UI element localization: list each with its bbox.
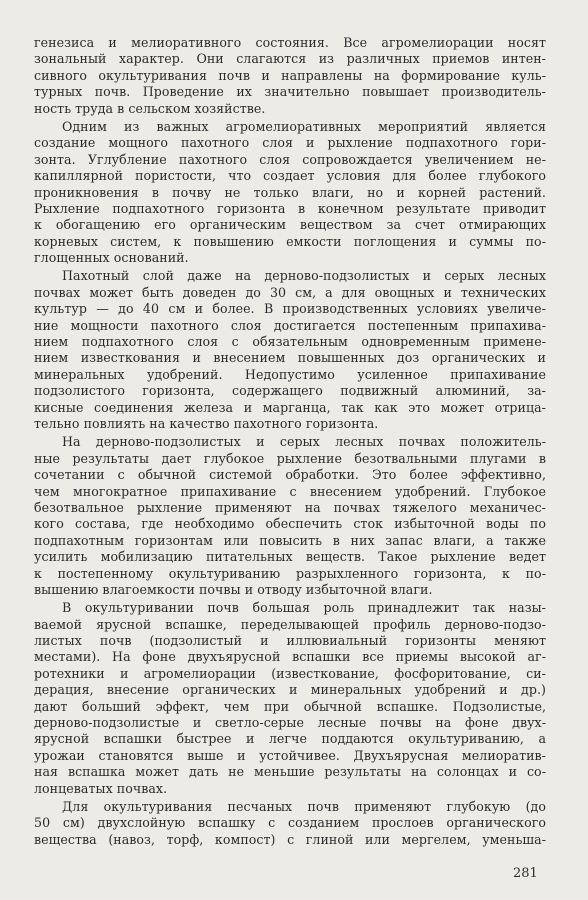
- text-line: листых почв (подзолистый и иллювиальный горизонты меняют: [34, 633, 546, 649]
- text-line: Для окультуривания песчаных почв применяют глубокую (до: [62, 798, 546, 814]
- text-line: нием известкования и внесением повышенных доз органических и: [34, 350, 546, 366]
- text-line: подпахотным горизонтам или повысить в них запас влаги, а также: [34, 532, 546, 548]
- text-line: корневых систем, к повышению емкости поглощения и суммы по-: [34, 233, 546, 249]
- text-line: зональный характер. Они слагаются из различных приемов интен-: [34, 51, 546, 67]
- text-line: минеральных удобрений. Недопустимо усиленное припахивание: [34, 366, 546, 382]
- text-line: усилить мобилизацию питательных веществ. Такое рыхление ведет: [34, 549, 546, 565]
- text-line: сивного окультуривания почв и направлены на формирование куль-: [34, 67, 546, 83]
- paragraph-5: [34, 600, 546, 797]
- text-line: Рыхление подпахотного горизонта в конечном результате приводит: [34, 200, 546, 216]
- text-line: ние мощности пахотного слоя достигается постепенным припахива-: [34, 317, 546, 333]
- paragraph-2: [34, 119, 546, 267]
- text-line: кисные соединения железа и марганца, так как это может отрица-: [34, 399, 546, 415]
- text-line: зонта. Углубление пахотного слоя сопровождается увеличением не-: [34, 151, 546, 167]
- text-line: дерново-подзолистые и светло-серые лесные почвы на фоне двух-: [34, 715, 546, 731]
- text-line: дерация, внесение органических и минеральных удобрений и др.): [34, 682, 546, 698]
- text-line: В окультуривании почв большая роль принадлежит так назы-: [62, 600, 546, 616]
- text-line: вышению влагоемкости почвы и отводу избыточной влаги.: [34, 581, 433, 597]
- text-line: сочетании с обычной системой обработки. Это более эффективно,: [34, 467, 546, 483]
- page-number: 281: [513, 866, 538, 881]
- text-line: чем многократное припахивание с внесением удобрений. Глубокое: [34, 483, 546, 499]
- text-line: глощенных оснований.: [34, 250, 189, 266]
- paragraph-1: [34, 35, 546, 117]
- text-line: ная вспашка может дать не меньшие результаты на солонцах и со-: [34, 764, 546, 780]
- paragraph-6: [34, 799, 546, 848]
- text-line: капиллярной пористости, что создает условия для более глубокого: [34, 168, 546, 184]
- text-line: дают больший эффект, чем при обычной вспашке. Подзолистые,: [34, 698, 546, 714]
- text-line: подзолистого горизонта, содержащего подвижный алюминий, за-: [34, 383, 546, 399]
- text-line: 50 см) двухслойную вспашку с созданием прослоев органического: [34, 815, 546, 831]
- text-line: ность труда в сельском хозяйстве.: [34, 100, 266, 116]
- text-line: урожаи становятся выше и устойчивее. Двухъярусная мелиоратив-: [34, 747, 546, 763]
- text-line: культур — до 40 см и более. В производственных условиях увеличе-: [34, 301, 546, 317]
- text-line: турных почв. Проведение их значительно повышает производитель-: [34, 84, 546, 100]
- text-line: вещества (навоз, торф, компост) с глиной или мергелем, уменьша-: [34, 831, 546, 847]
- text-line: Одним из важных агромелиоративных мероприятий является: [62, 118, 546, 134]
- text-line: проникновения в почву не только влаги, но и корней растений.: [34, 184, 546, 200]
- paragraph-3: [34, 268, 546, 432]
- text-line: Пахотный слой даже на дерново-подзолистых и серых лесных: [62, 268, 546, 284]
- text-line: создание мощного пахотного слоя и рыхление подпахотного гори-: [34, 135, 546, 151]
- text-line: ные результаты дает глубокое рыхление безотвальными плугами в: [34, 450, 546, 466]
- text-line: к обогащению его органическим веществом за счет отмирающих: [34, 217, 546, 233]
- paragraph-4: [34, 434, 546, 598]
- text-line: почвах может быть доведен до 30 см, а для овощных и технических: [34, 284, 546, 300]
- text-line: ярусной вспашки быстрее и легче поддаются окультуриванию, а: [34, 731, 546, 747]
- text-line: безотвальное рыхление применяют на почвах тяжелого механичес-: [34, 499, 546, 515]
- text-line: тельно повлиять на качество пахотного горизонта.: [34, 415, 379, 431]
- text-line: нием подпахотного слоя с обязательным одновременным примене-: [34, 334, 546, 350]
- page-text: [34, 35, 546, 848]
- text-line: кого состава, где необходимо обеспечить сток избыточной воды по: [34, 516, 546, 532]
- text-line: лонцеватых почвах.: [34, 780, 168, 796]
- text-line: к постепенному окультуриванию разрыхленного горизонта, к по-: [34, 565, 546, 581]
- text-line: ротехники и агромелиорации (известкование, фосфоритование, си-: [34, 665, 546, 681]
- text-line: ваемой ярусной вспашке, переделывающей профиль дерново-подзо-: [34, 616, 546, 632]
- text-line: генезиса и мелиоративного состояния. Все агромелиорации носят: [34, 35, 546, 50]
- text-line: местами). На фоне двухъярусной вспашки все приемы высокой аг-: [34, 649, 546, 665]
- text-line: На дерново-подзолистых и серых лесных почвах положитель-: [62, 434, 546, 450]
